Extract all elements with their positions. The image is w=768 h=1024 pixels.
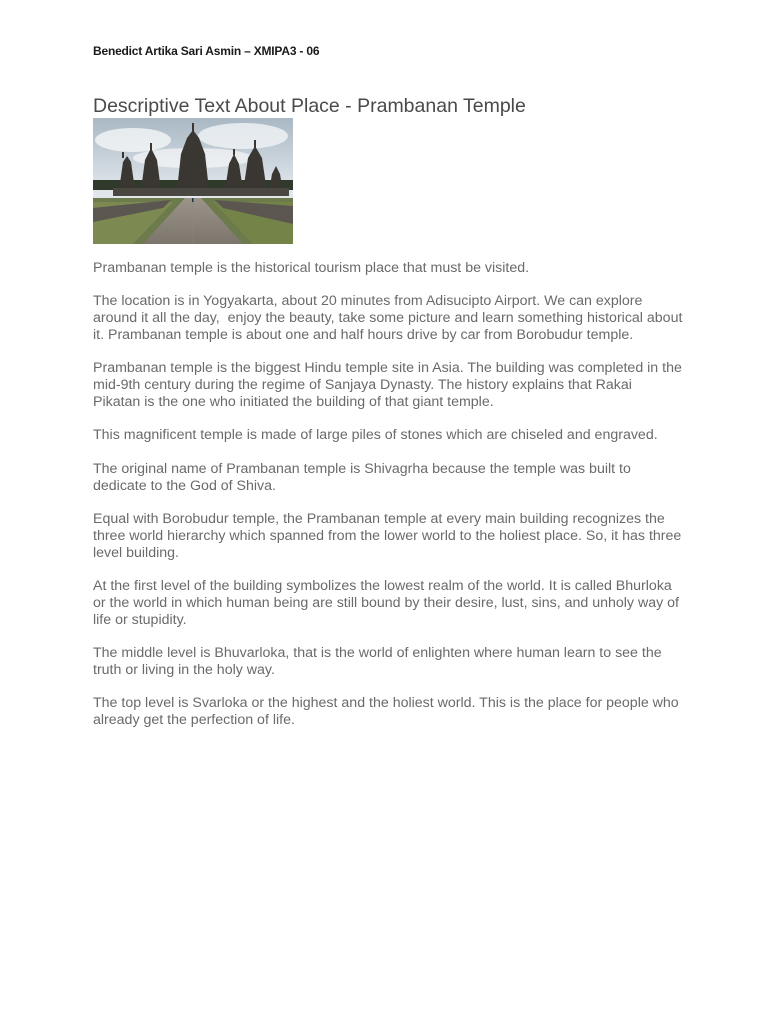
author-line: Benedict Artika Sari Asmin – XMIPA3 - 06 xyxy=(93,44,320,58)
paragraph: This magnificent temple is made of large piles of stones which are chiseled and engraved. xyxy=(93,427,658,444)
article-body xyxy=(93,260,687,745)
paragraph: The top level is Svarloka or the highest and the holiest world. This is the place for people who already get the perfection of life. xyxy=(93,695,683,728)
paragraph: The middle level is Bhuvarloka, that is the world of enlighten where human learn to see the truth or living in the holy way. xyxy=(93,644,666,678)
paragraph: The original name of Prambanan temple is Shivagrha because the temple was built to dedicate to the God of Shiva. xyxy=(93,460,635,494)
paragraph: At the first level of the building symbolizes the lowest realm of the world. It is called Bhurloka or the world in which human being are still bound by their desire, lust, sins, and unholy way of life or stupidity. xyxy=(93,577,683,628)
paragraph: Prambanan temple is the biggest Hindu temple site in Asia. The building was completed in the mid-9th century during the regime of Sanjaya Dynasty. The history explains that Rakai Pikatan is the one who initiated the building of that giant temple. xyxy=(93,360,686,410)
paragraph: The location is in Yogyakarta, about 20 minutes from Adisucipto Airport. We can explore around it all the day, enjoy the beauty, take some picture and learn something historical about it. Prambanan temple is about one and half hours drive by car from Borobudur temple. xyxy=(93,293,687,343)
page-title: Descriptive Text About Place - Prambanan Temple xyxy=(93,95,526,117)
prambanan-temple-image xyxy=(93,118,293,244)
temple-photo xyxy=(93,118,293,244)
paragraph: Prambanan temple is the historical tourism place that must be visited. xyxy=(93,260,530,276)
paragraph: Equal with Borobudur temple, the Prambanan temple at every main building recognizes the three world hierarchy which spanned from the lower world to the holiest place. So, it has three level building. xyxy=(93,510,686,561)
